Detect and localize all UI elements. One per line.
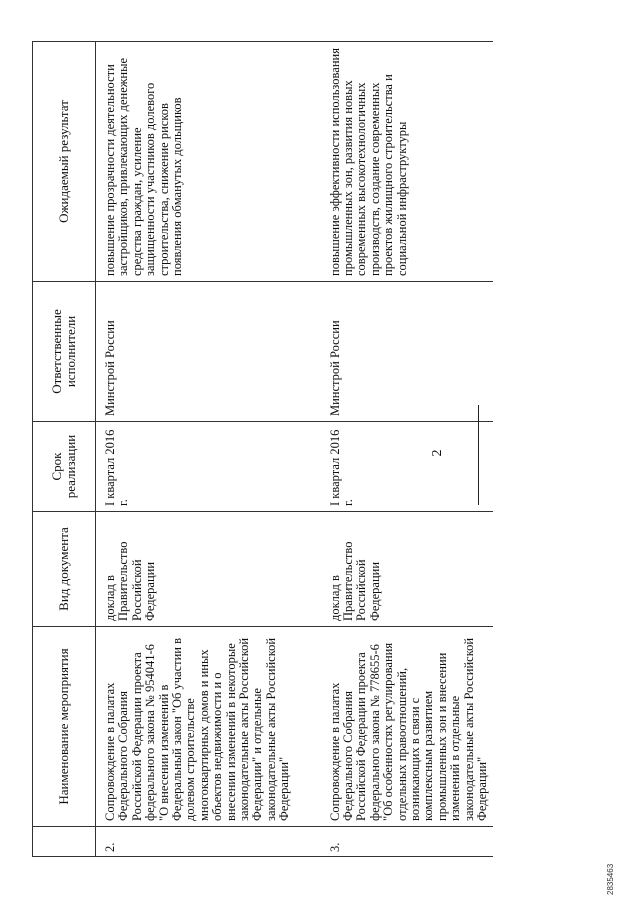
- page-number: 2: [430, 449, 445, 457]
- executors: Минстрой России: [321, 282, 494, 422]
- end-rule-divider: [478, 405, 479, 505]
- table-row: [96, 42, 321, 857]
- row-number: 2.: [96, 827, 321, 857]
- deadline: I квартал 2016 г.: [321, 422, 494, 512]
- header-num: [33, 827, 96, 857]
- measure-name: Сопровождение в палатах Федерального Собрания Российской Федерации проекта федерального закона № 954041-6 "О внесении изменений в Федеральный закон "Об участии в долевом строительстве многоквартирных домов и иных объектов недвижимости и о внесении изменений в некоторые законодательные акты Российской Федерации" и отдельные законодательные акты Российской Федерации": [96, 627, 321, 827]
- header-result: Ожидаемый результат: [33, 42, 96, 282]
- measure-name: Сопровождение в палатах Федерального Собрания Российской Федерации проекта федерального закона № 778655-6 "Об особенностях регулирования отдельных правоотношений, возникающих в связи с комплексным развитием промышленных зон и внесении изменений в отдельные законодательные акты Российской Федерации": [321, 627, 494, 827]
- header-doc-type: Вид документа: [33, 512, 96, 627]
- expected-result: повышение эффективности использования промышленных зон, развития новых современных высокотехнологичных производств, создание современных проектов жилищного строительства и социальной инфраструктуры: [321, 42, 494, 282]
- expected-result: повышение прозрачности деятельности застройщиков, привлекающих денежные средства граждан, усиление защищенности участников долевого строительства, снижение рисков появления обманутых дольщиков: [96, 42, 321, 282]
- deadline: I квартал 2016 г.: [96, 422, 321, 512]
- document-type: доклад в Правительство Российской Федерации: [96, 512, 321, 627]
- table-header-row: [33, 42, 96, 857]
- header-name: Наименование мероприятия: [33, 627, 96, 827]
- table-row: [321, 42, 494, 857]
- executors: Минстрой России: [96, 282, 321, 422]
- document-code: 2835463: [606, 863, 615, 895]
- measures-table: [32, 41, 493, 857]
- header-executors: Ответственные исполнители: [33, 282, 96, 422]
- header-deadline: Срок реализации: [33, 422, 96, 512]
- row-number: 3.: [321, 827, 494, 857]
- document-type: доклад в Правительство Российской Федерации: [321, 512, 494, 627]
